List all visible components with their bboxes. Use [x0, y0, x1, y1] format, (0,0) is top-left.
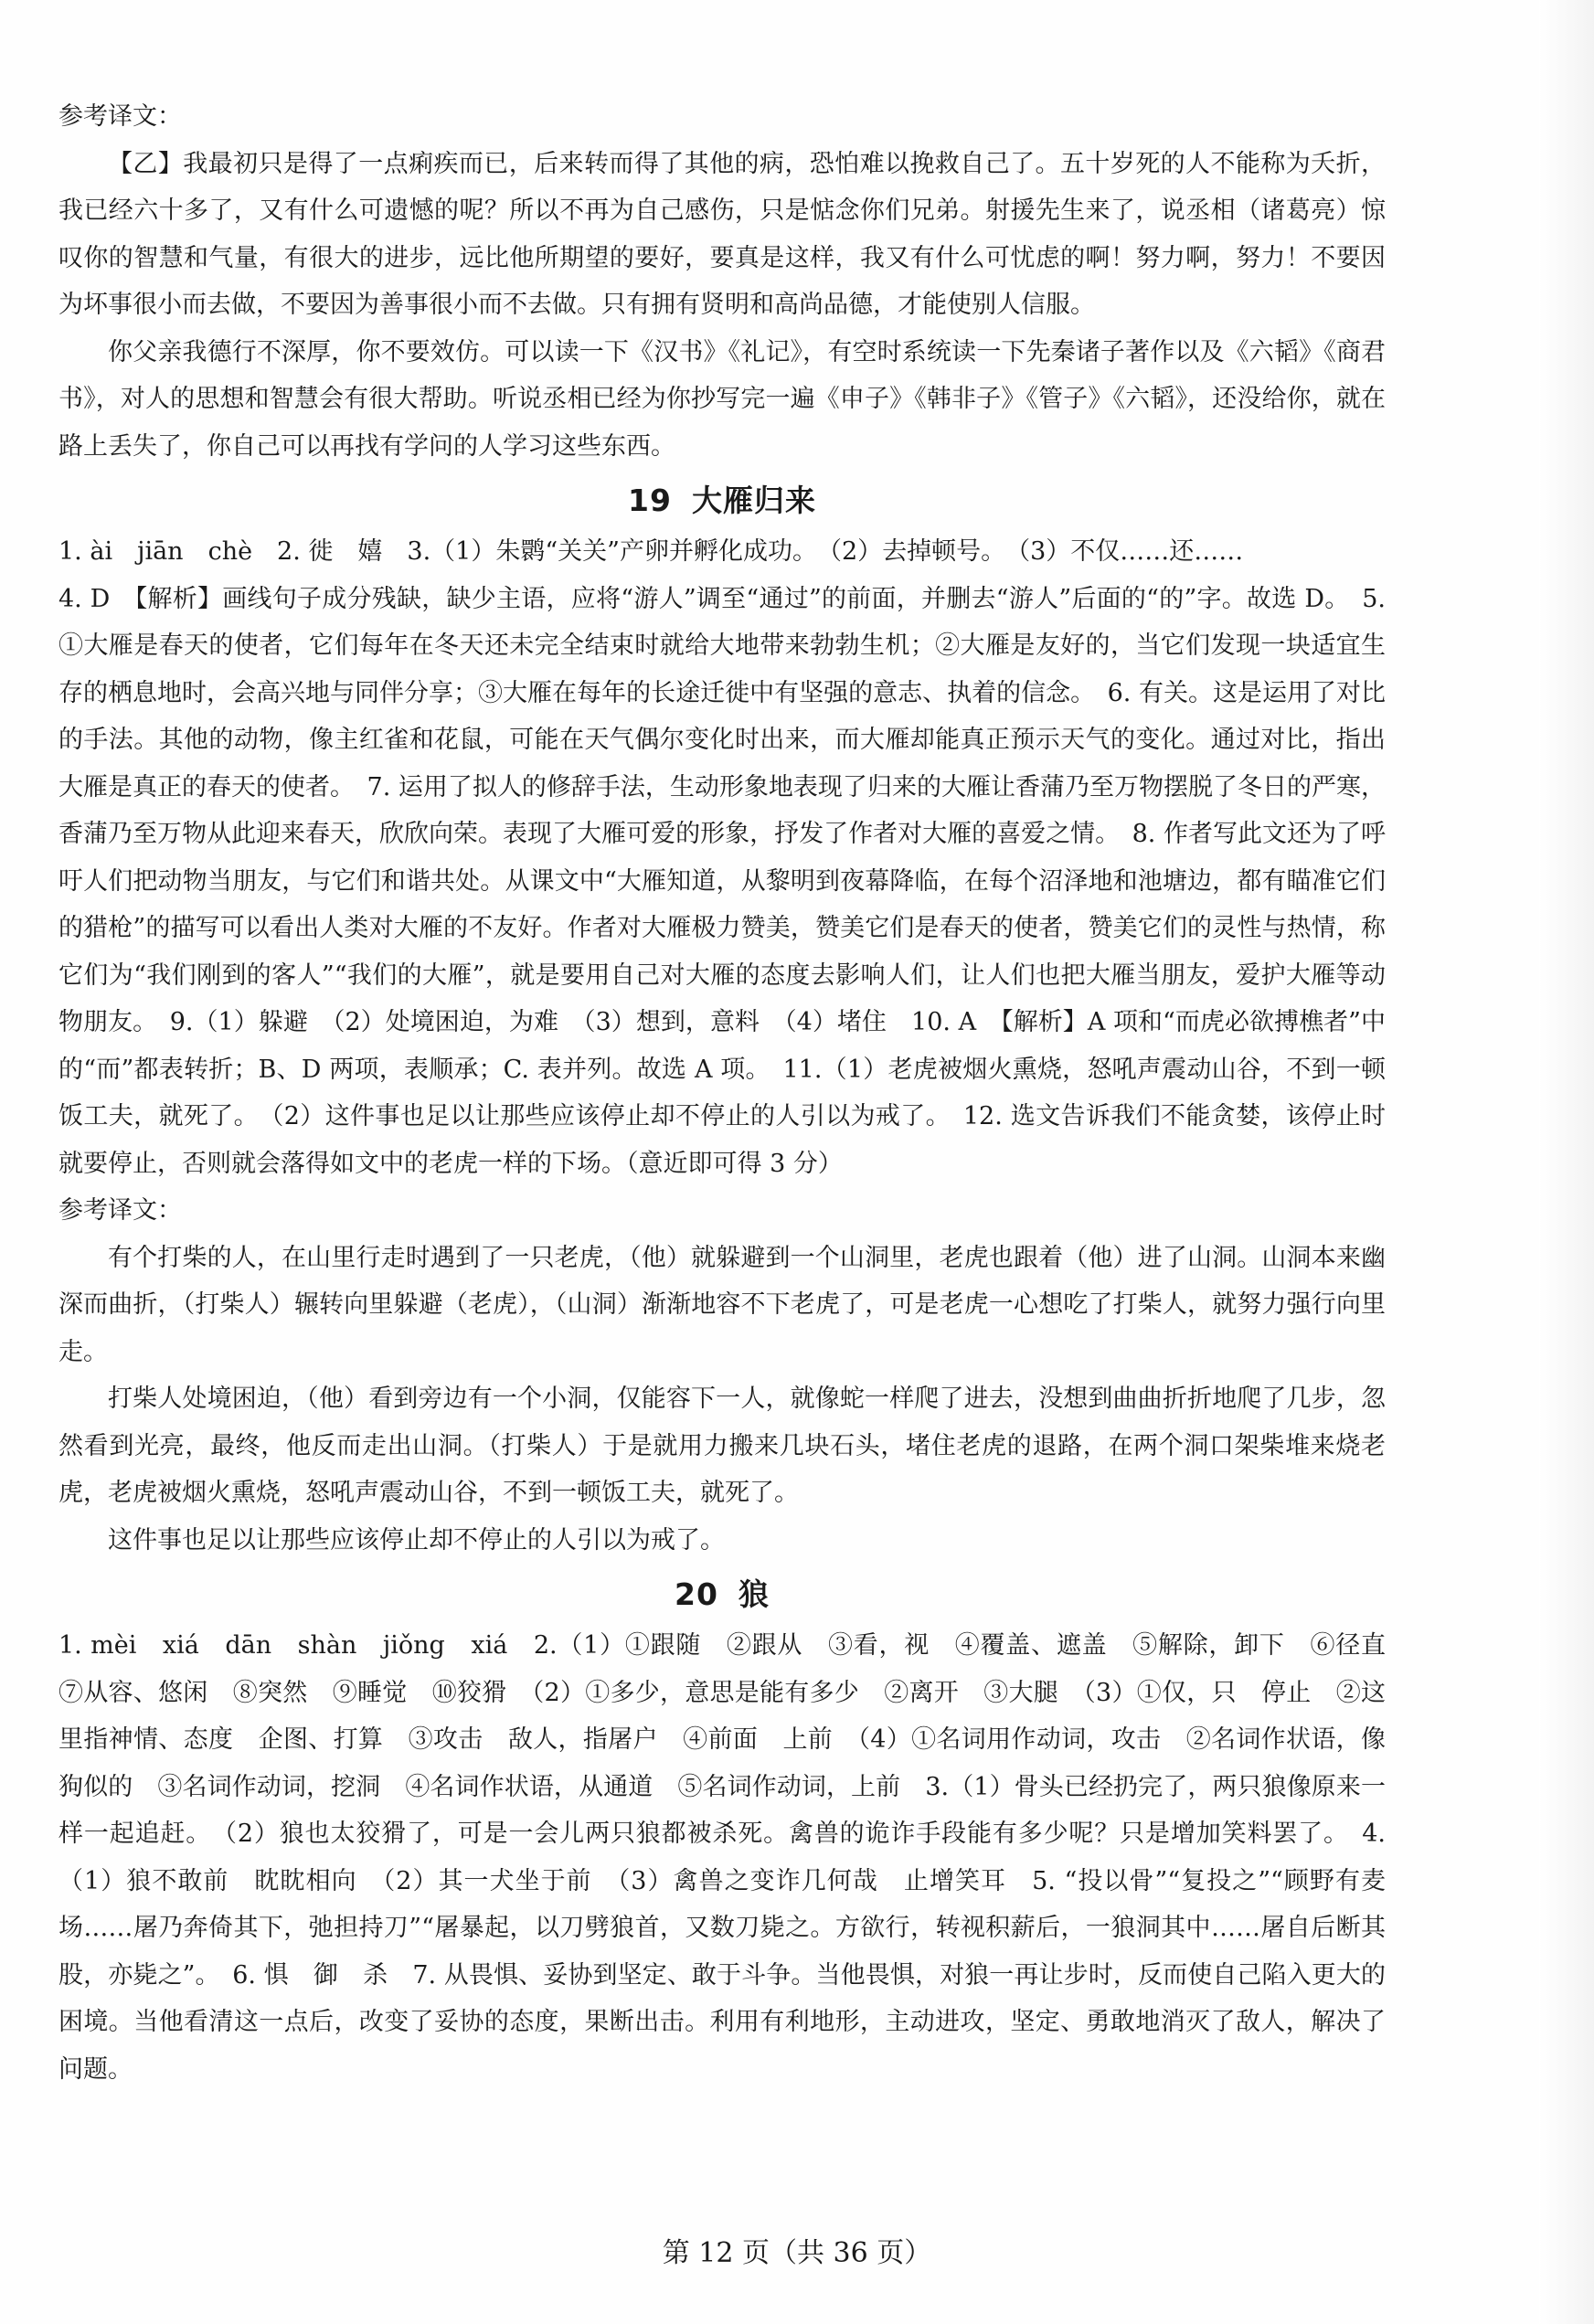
- translation-paragraph: 有个打柴的人，在山里行走时遇到了一只老虎，（他）就躲避到一个山洞里，老虎也跟着（他）进了山洞。山洞本来幽深而曲折，（打柴人）辗转向里躲避（老虎），（山洞）渐渐地容不下老虎了，可是老虎一心想吃了打柴人，就努力强行向里走。: [58, 1243, 1386, 1366]
- page-edge-shadow: [1539, 0, 1594, 2324]
- lesson-19-answers: [58, 528, 1386, 1564]
- lesson-title: 狼: [738, 1576, 770, 1612]
- lesson-20-heading: [58, 1569, 1386, 1620]
- answer-line: 1. ài jiān chè 2. 徙 嬉 3.（1）朱鹮“关关”产卵并孵化成功。 （2）去掉顿号。 （3）不仅……还……: [58, 537, 1244, 566]
- translation-paragraph: 【乙】我最初只是得了一点痢疾而已，后来转而得了其他的病，恐怕难以挽救自己了。五十岁死的人不能称为夭折，我已经六十多了，又有什么可遗憾的呢？所以不再为自己感伤，只是惦念你们兄弟。射援先生来了，说丞相（诸葛亮）惊叹你的智慧和气量，有很大的进步，远比他所期望的要好，要真是这样，我又有什么可忧虑的啊！努力啊，努力！不要因为坏事很小而去做，不要因为善事很小而不去做。只有拥有贤明和高尚品德，才能使别人信服。: [58, 149, 1386, 319]
- translation-paragraph: 这件事也足以让那些应该停止却不停止的人引以为戒了。: [108, 1525, 725, 1555]
- lesson-number: 20: [675, 1576, 718, 1612]
- lesson-20-answers: [58, 1622, 1410, 2093]
- prev-translation-section: [58, 93, 1386, 470]
- lesson-title: 大雁归来: [691, 483, 816, 518]
- page-footer: 第 12 页（共 36 页）: [662, 2237, 932, 2269]
- translation-label: 参考译文：: [58, 1196, 182, 1225]
- translation-label: 参考译文：: [58, 102, 182, 131]
- translation-paragraph: 打柴人处境困迫，（他）看到旁边有一个小洞，仅能容下一人，就像蛇一样爬了进去，没想到曲曲折折地爬了几步，忽然看到光亮，最终，他反而走出山洞。（打柴人）于是就用力搬来几块石头，堵住老虎的退路，在两个洞口架柴堆来烧老虎，老虎被烟火熏烧，怒吼声震动山谷，不到一顿饭工夫，就死了。: [58, 1385, 1386, 1507]
- lesson-number: 19: [628, 483, 672, 518]
- lesson-19-heading: [58, 475, 1386, 526]
- answer-block: 1. mèi xiá dān shàn jiǒng xiá 2.（1）①跟随 ②跟从 ③看，视 ④覆盖、遮盖 ⑤解除，卸下 ⑥径直 ⑦从容、悠闲 ⑧突然 ⑨睡觉 ⑩狡猾 （2）①多少，意思是能有多少 ②离开 ③大腿 （3）①仅，只 停止 ②这里指神情、态度 企图、打算 ③攻击 敌人，指屠户 ④前面 上前 （4）①名词用作动词，攻击 ②名词作状语，像狗似的 ③名词作动词，挖洞 ④名词作状语，从通道 ⑤名词作动词，上前 3.（1）骨头已经扔完了，两只狼像原来一样一起追赶。 （2）狼也太狡猾了，可是一会儿两只狼都被杀死。禽兽的诡诈手段能有多少呢？只是增加笑料罢了。 4.（1）狼不敢前 眈眈相向 （2）其一犬坐于前 （3）禽兽之变诈几何哉 止增笑耳 5. “投以骨”“复投之”“顾野有麦场……屠乃奔倚其下，弛担持刀”“屠暴起，以刀劈狼首，又数刀毙之。方欲行，转视积薪后，一狼洞其中……屠自后断其股，亦毙之”。 6. 惧 御 杀 7. 从畏惧、妥协到坚定、敢于斗争。当他畏惧，对狼一再让步时，反而使自己陷入更大的困境。当他看清这一点后，改变了妥协的态度，果断出击。利用有利地形，主动进攻，坚定、勇敢地消灭了敌人，解决了问题。: [58, 1631, 1410, 2084]
- answer-block: 4. D 【解析】画线句子成分残缺，缺少主语，应将“游人”调至“通过”的前面，并删去“游人”后面的“的”字。故选 D。 5. ①大雁是春天的使者，它们每年在冬天还未完全结束时就给大地带来勃勃生机；②大雁是友好的，当它们发现一块适宜生存的栖息地时，会高兴地与同伴分享；③大雁在每年的长途迁徙中有坚强的意志、执着的信念。 6. 有关。这是运用了对比的手法。其他的动物，像主红雀和花鼠，可能在天气偶尔变化时出来，而大雁却能真正预示天气的变化。通过对比，指出大雁是真正的春天的使者。 7. 运用了拟人的修辞手法，生动形象地表现了归来的大雁让香蒲乃至万物摆脱了冬日的严寒，香蒲乃至万物从此迎来春天，欣欣向荣。表现了大雁可爱的形象，抒发了作者对大雁的喜爱之情。 8. 作者写此文还为了呼吁人们把动物当朋友，与它们和谐共处。从课文中“大雁知道，从黎明到夜幕降临，在每个沼泽地和池塘边，都有瞄准它们的猎枪”的描写可以看出人类对大雁的不友好。作者对大雁极力赞美，赞美它们是春天的使者，赞美它们的灵性与热情，称它们为“我们刚到的客人”“我们的大雁”，就是要用自己对大雁的态度去影响人们，让人们也把大雁当朋友，爱护大雁等动物朋友。 9.（1）躲避 （2）处境困迫，为难 （3）想到，意料 （4）堵住 10. A 【解析】A 项和“而虎必欲搏樵者”中的“而”都表转折；B、D 两项，表顺承；C. 表并列。故选 A 项。 11.（1）老虎被烟火熏烧，怒吼声震动山谷，不到一顿饭工夫，就死了。 （2）这件事也足以让那些应该停止却不停止的人引以为戒了。 12. 选文告诉我们不能贪婪，该停止时就要停止，否则就会落得如文中的老虎一样的下场。（意近即可得 3 分）: [58, 584, 1386, 1178]
- translation-paragraph: 你父亲我德行不深厚，你不要效仿。可以读一下《汉书》《礼记》，有空时系统读一下先秦诸子著作以及《六韬》《商君书》，对人的思想和智慧会有很大帮助。听说丞相已经为你抄写完一遍《申子》《韩非子》《管子》《六韬》，还没给你，就在路上丢失了，你自己可以再找有学问的人学习这些东西。: [58, 337, 1386, 461]
